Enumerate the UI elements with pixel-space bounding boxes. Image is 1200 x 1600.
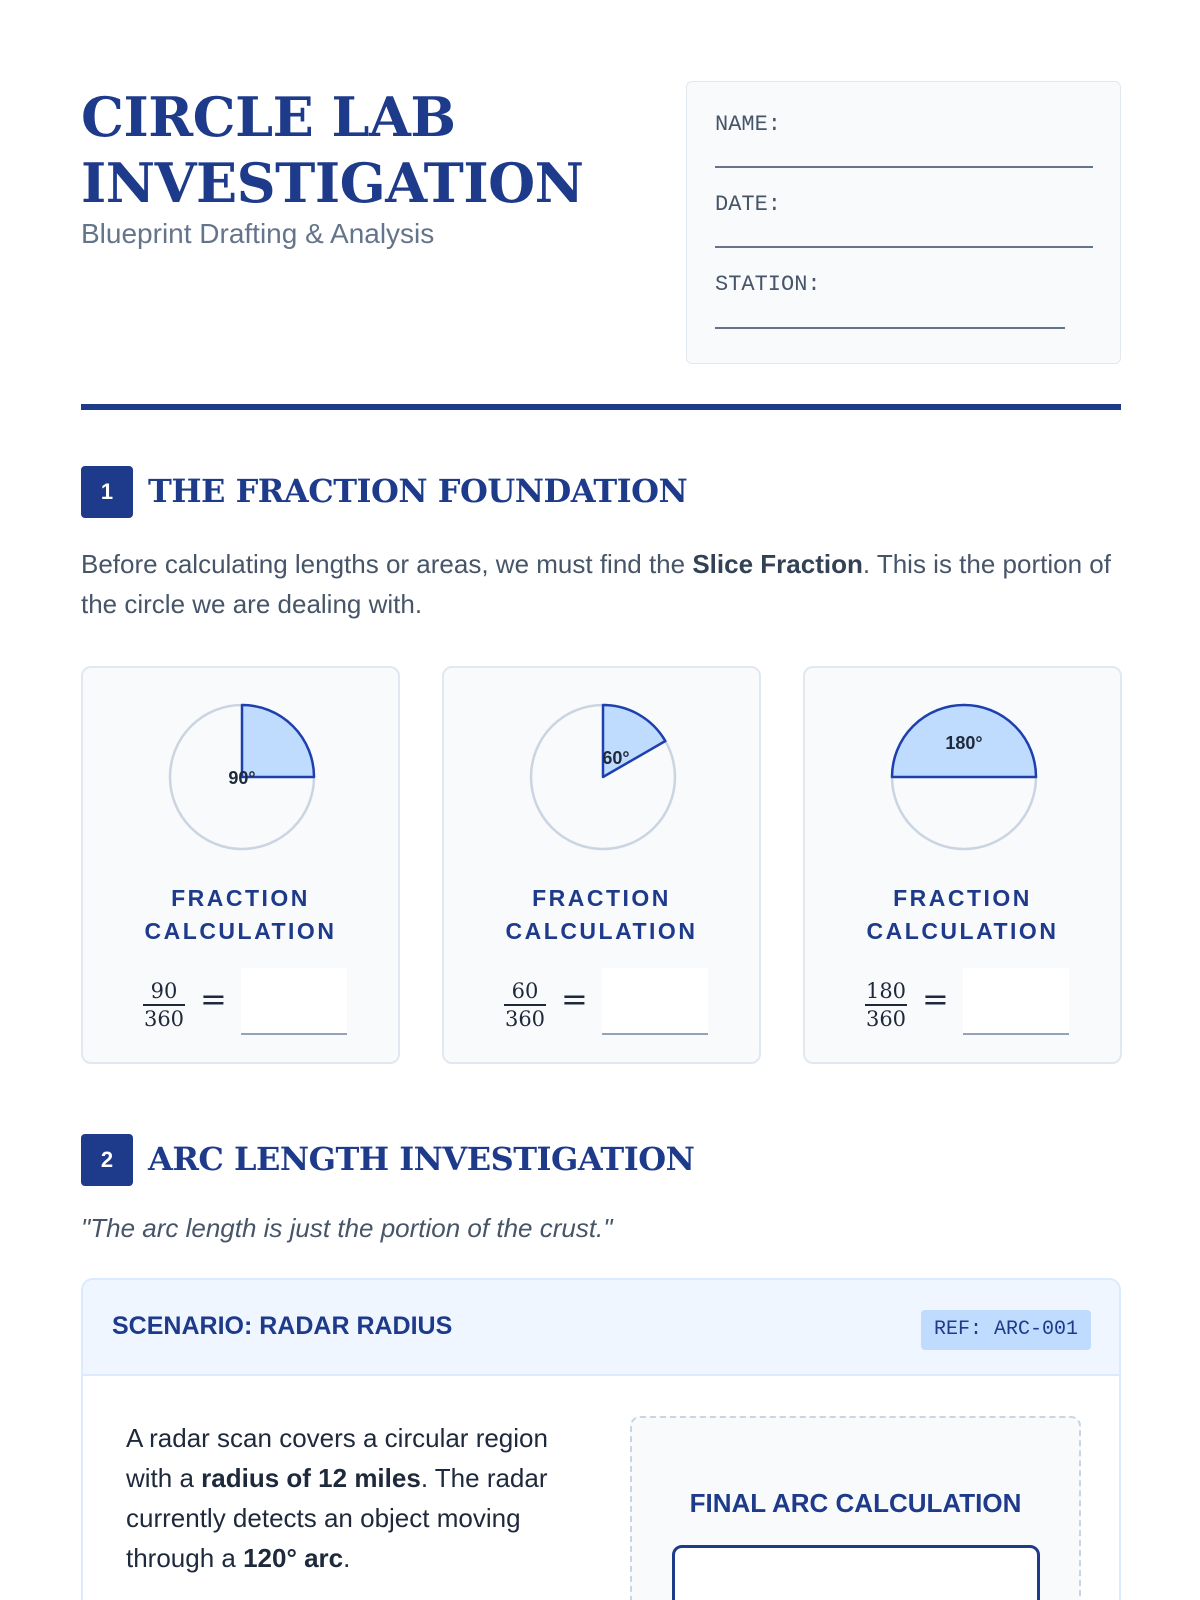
fraction-card-label — [444, 882, 759, 948]
label-line-1: FRACTION — [532, 885, 671, 911]
label-line-2: CALCULATION — [505, 918, 698, 944]
label-line-2: CALCULATION — [144, 918, 337, 944]
section-2-title: ARC LENGTH INVESTIGATION — [148, 1140, 695, 1178]
fraction-card-label — [805, 882, 1120, 948]
scenario-ref-badge: REF: ARC-001 — [921, 1310, 1091, 1350]
equals-sign: = — [922, 980, 949, 1018]
page-subtitle: Blueprint Drafting & Analysis — [81, 218, 435, 249]
page-title — [81, 84, 641, 216]
equals-sign: = — [200, 980, 227, 1018]
sector-60-diagram — [528, 702, 678, 852]
scenario-header — [83, 1280, 1119, 1376]
fraction-card-60 — [442, 666, 761, 1064]
station-label: STATION: — [715, 272, 821, 297]
station-field[interactable] — [715, 327, 1065, 329]
date-label: DATE: — [715, 192, 782, 217]
scenario-title: SCENARIO: RADAR RADIUS — [112, 1312, 453, 1340]
scenario-description — [126, 1418, 586, 1578]
sector-90-diagram — [167, 702, 317, 852]
fraction-90-360 — [139, 978, 189, 1032]
sector-180-diagram — [889, 702, 1039, 852]
final-arc-calculation-panel — [630, 1416, 1081, 1600]
denominator: 360 — [143, 1006, 185, 1031]
scenario-text-part: . The radar currently detects an object moving through a — [126, 1463, 548, 1573]
name-label: NAME: — [715, 112, 782, 137]
intro-text-bold: Slice Fraction — [692, 549, 863, 579]
final-arc-answer-field[interactable] — [672, 1545, 1040, 1600]
angle-label-90: 90° — [228, 768, 256, 788]
calc-title: FINAL ARC CALCULATION — [689, 1488, 1022, 1518]
scenario-arc: 120° arc — [243, 1543, 344, 1573]
scenario-text-part: . — [343, 1543, 351, 1573]
fraction-answer-field[interactable] — [241, 968, 347, 1035]
numerator: 60 — [511, 979, 539, 1003]
header-divider — [81, 404, 1121, 410]
title-line-2: INVESTIGATION — [81, 151, 584, 215]
student-info-box — [686, 81, 1121, 364]
title-line-1: CIRCLE LAB — [81, 85, 456, 149]
scenario-text-part: A radar scan covers a circular region with a — [126, 1423, 548, 1493]
intro-text-start: Before calculating lengths or areas, we must find the — [81, 549, 693, 579]
equals-sign: = — [561, 980, 588, 1018]
section-1-number-badge: 1 — [81, 466, 133, 518]
name-field[interactable] — [715, 166, 1093, 168]
fraction-card-90 — [81, 666, 400, 1064]
fraction-60-360 — [500, 978, 550, 1032]
fraction-card-180 — [803, 666, 1122, 1064]
date-field[interactable] — [715, 246, 1093, 248]
fraction-180-360 — [861, 978, 911, 1032]
numerator: 90 — [150, 979, 178, 1003]
fraction-card-label — [83, 882, 398, 948]
numerator: 180 — [865, 979, 907, 1003]
intro-text-end: . This is the portion of the circle we are dealing with. — [81, 549, 1111, 619]
angle-label-180: 180° — [945, 733, 983, 753]
scenario-card — [81, 1278, 1121, 1600]
label-line-2: CALCULATION — [866, 918, 1059, 944]
section-1-intro — [81, 544, 1121, 624]
section-2-quote: "The arc length is just the portion of the crust." — [81, 1213, 613, 1243]
denominator: 360 — [865, 1006, 907, 1031]
fraction-answer-field[interactable] — [602, 968, 708, 1035]
section-1-title: THE FRACTION FOUNDATION — [148, 472, 688, 510]
angle-label-60: 60° — [602, 748, 630, 768]
denominator: 360 — [504, 1006, 546, 1031]
section-2-number-badge: 2 — [81, 1134, 133, 1186]
sector-90 — [242, 705, 314, 777]
label-line-1: FRACTION — [171, 885, 310, 911]
label-line-1: FRACTION — [893, 885, 1032, 911]
scenario-radius: radius of 12 miles — [201, 1463, 421, 1493]
fraction-answer-field[interactable] — [963, 968, 1069, 1035]
